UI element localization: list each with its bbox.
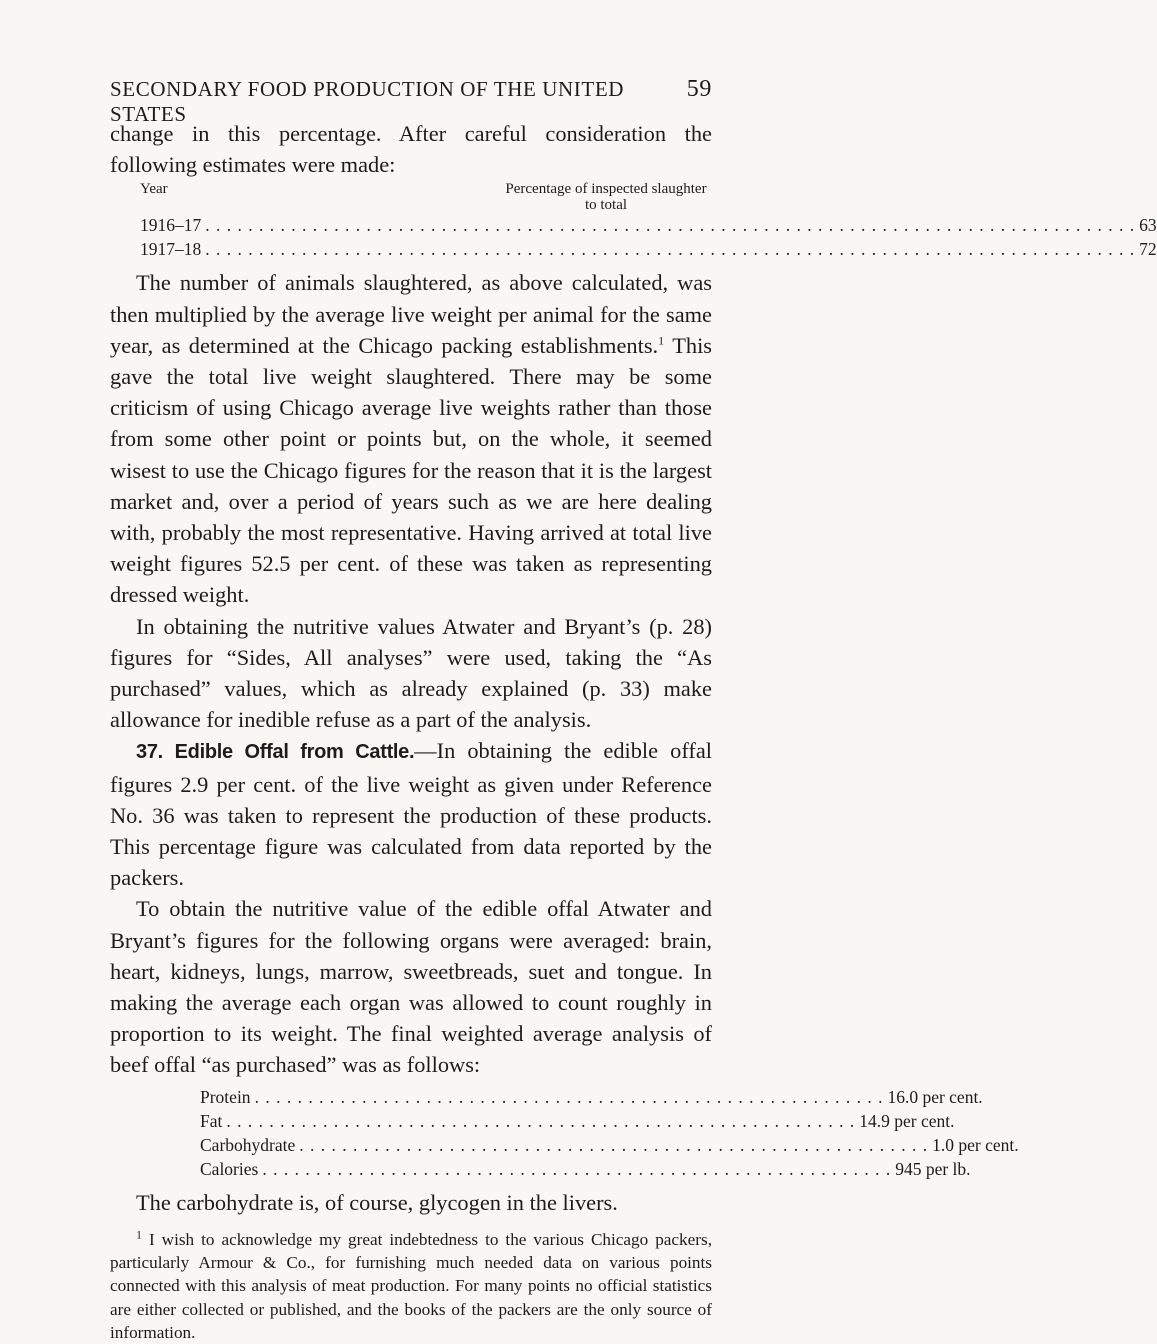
year-cell: 1917–18 [140, 239, 202, 260]
leader-dots: . . . . . . . . . . . . . . . . . . . . . . . . . . . . . . . . . . . . . . . . . . . . . . . . . . . . . . . . . . . . . . . . . . . . . . . . . . . . . . . . . . . . . . . [205, 215, 1136, 236]
nutrition-table [110, 1085, 1019, 1181]
year-cell: 1916–17 [140, 215, 202, 236]
nutrient-label: Calories [200, 1158, 259, 1179]
table-row [200, 1085, 983, 1109]
year-table-header [110, 181, 712, 213]
paragraph-5: To obtain the nutritive value of the edible offal Atwater and Bryant’s figures for the following organs were averaged: brain, heart, kidneys, lungs, marrow, sweetbreads, suet and tongue. In making the average each organ was allowed to count roughly in proportion to its weight. The final weighted average analysis of beef offal “as purchased” was as follows: [110, 896, 712, 1078]
table-row [140, 237, 1157, 261]
footnote-mark: 1 [136, 1227, 142, 1242]
table-row [200, 1109, 955, 1133]
page-number: 59 [686, 76, 712, 102]
percentage-cell: 63 [1139, 215, 1157, 236]
leader-dots: . . . . . . . . . . . . . . . . . . . . . . . . . . . . . . . . . . . . . . . . . . . . . . . . . . . . . . . . . . . . . . . . . . . . . . . . . . . . . . . . . . . . . . . [205, 239, 1136, 260]
footnote-text: I wish to acknowledge my great indebtedness to the various Chicago packers, particularly Armour & Co., for furnishing much needed data on various points connected with this analysis of meat production. For many points no official statistics are either collected or published, and the books of the packers are the only source of information. [110, 1229, 712, 1342]
leader-dots: . . . . . . . . . . . . . . . . . . . . . . . . . . . . . . . . . . . . . . . . . . . . . . . . . . . . . . . . . . . [299, 1134, 929, 1155]
nutrient-label: Carbohydrate [200, 1134, 296, 1155]
nutrient-label: Protein [200, 1086, 251, 1107]
paragraph-3: In obtaining the nutritive values Atwater and Bryant’s (p. 28) figures for “Sides, All analyses” were used, taking the “As purchased” values, which as already explained (p. 33) make allowance for inedible refuse as a part of the analysis. [110, 613, 712, 733]
paragraph-2 [110, 267, 712, 610]
section-37 [110, 735, 712, 893]
nutrient-value: 16.0 per cent. [887, 1086, 983, 1107]
nutrient-value: 1.0 per cent. [932, 1134, 1019, 1155]
table-row [200, 1133, 1019, 1157]
page-body [110, 118, 1157, 1344]
percentage-cell: 72 [1139, 239, 1157, 260]
leader-dots: . . . . . . . . . . . . . . . . . . . . . . . . . . . . . . . . . . . . . . . . . . . . . . . . . . . . . . . . . . . [226, 1110, 856, 1131]
paragraph-2-text-cont: This gave the total live weight slaughtered. There may be some criticism of using Chicago average live weights rather than those from some other point or points but, on the whole, it seemed wisest to use the Chicago figures for the reason that it is the largest market and, over a period of years such as we are here dealing with, probably the most representative. Having arrived at total live weight figures 52.5 per cent. of these was taken as representing dressed weight. [110, 332, 713, 608]
nutrient-label: Fat [200, 1110, 223, 1131]
leader-dots: . . . . . . . . . . . . . . . . . . . . . . . . . . . . . . . . . . . . . . . . . . . . . . . . . . . . . . . . . . . [254, 1086, 884, 1107]
leader-dots: . . . . . . . . . . . . . . . . . . . . . . . . . . . . . . . . . . . . . . . . . . . . . . . . . . . . . . . . . . . [262, 1158, 892, 1179]
table-row [140, 213, 1157, 237]
percentage-column-header: Percentage of inspected slaughter to total [505, 181, 707, 214]
nutrient-value: 945 per lb. [895, 1158, 971, 1179]
footnote-reference: 1 [658, 333, 665, 348]
year-column-header: Year [140, 181, 168, 198]
section-heading: 37. Edible Offal from Cattle. [136, 741, 415, 764]
table-row [200, 1157, 971, 1181]
footnote [110, 1228, 712, 1344]
nutrient-value: 14.9 per cent. [859, 1110, 955, 1131]
running-title: SECONDARY FOOD PRODUCTION OF THE UNITED STATES [110, 77, 625, 126]
paragraph-6: The carbohydrate is, of course, glycogen in the livers. [136, 1189, 618, 1215]
year-table [110, 213, 1157, 261]
paragraph-2-text: The number of animals slaughtered, as above calculated, was then multiplied by the average live weight per animal for the same year, as determined at the Chicago packing establishments. [110, 270, 712, 358]
paragraph-1: change in this percentage. After careful consideration the following estimates were made: [110, 121, 712, 178]
section-37-text: —In obtaining the edible offal figures 2.9 per cent. of the live weight as given under Reference No. 36 was taken to represent the production of these products. This percentage figure was calculated from data reported by the packers. [110, 738, 712, 891]
